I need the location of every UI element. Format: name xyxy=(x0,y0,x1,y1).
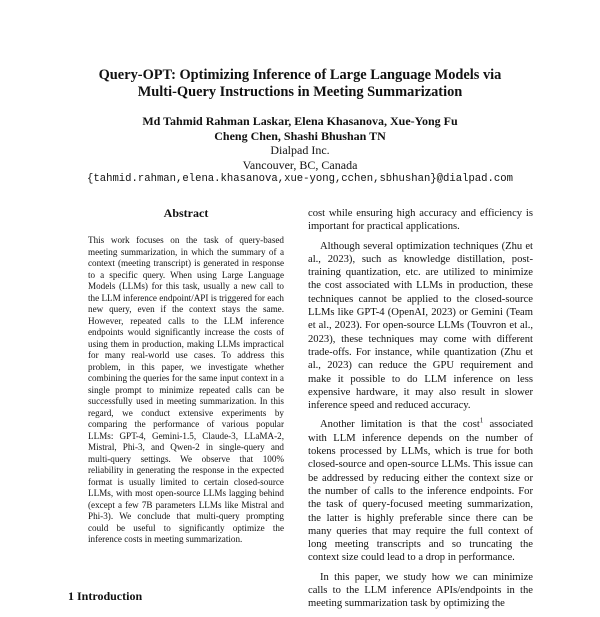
paragraph-cost: cost while ensuring high accuracy and efficiency is important for practical applications. xyxy=(308,208,533,233)
paragraph-optimization: Although several optimization techniques (Zhu et al., 2023), such as knowledge distillation, post-training quantization, etc. are utilized to minimize the cost associated with LLMs in production, these techniques cannot be applied to the closed-source LLMs like GPT-4 (OpenAI, 2023) or Gemini (Team et al., 2023). For open-source LLMs (Touvron et al., 2023), these techniques may come with different trade-offs. For instance, while quantization (Zhu et al., 2023) can reduce the GPU requirement and make it possible to do LLM inference on less expensive hardware, it may also result in slower inference speed and reduced accuracy. xyxy=(308,240,533,412)
introduction-heading: 1 Introduction xyxy=(68,589,143,603)
author-emails: {tahmid.rahman,elena.khasanova,xue-yong,cchen,sbhushan}@dialpad.com xyxy=(87,173,513,186)
limitation-text-start: Another limitation is that the cost xyxy=(320,419,480,431)
right-column xyxy=(308,207,533,617)
paragraph-limitation xyxy=(308,418,533,564)
paper-title xyxy=(70,67,530,101)
abstract-heading: Abstract xyxy=(163,206,209,220)
authors-line-1: Md Tahmid Rahman Laskar, Elena Khasanova, Xue-Yong Fu xyxy=(142,114,458,128)
title-line-2: Multi-Query Instructions in Meeting Summarization xyxy=(137,84,463,100)
abstract-text: This work focuses on the task of query-based meeting summarization, in which the summary of a context (meeting transcript) is generated in response to a specific query. When using Large Language Models (LLMs) for this task, usually a new call to the LLM inference endpoint/API is triggered for each new query, even if the context stays the same. However, repeated calls to the LLM inference endpoints would significantly increase the costs of using them in production, making LLMs impractical for many real-world use cases. To address this problem, in this paper, we investigate whether combining the queries for the same input context in a single prompt to minimize repeated calls can be successfully used in meeting summarization. In this regard, we conduct extensive experiments by comparing the performance of various popular LLMs: GPT-4, Gemini-1.5, Claude-3, LLaMA-2, Mistral, Phi-3, and Qwen-2 in single-query and multi-query settings. We observe that 100% reliability in generating the response in the expected format is usually limited to certain closed-source LLMs, with most open-source LLMs lagging behind (except a few 7B parameters LLMs like Mistral and Phi-3). We conclude that multi-query prompting could be useful to significantly optimize the inference costs in meeting summarization. xyxy=(88,235,284,544)
location: Vancouver, BC, Canada xyxy=(242,157,358,172)
author-block xyxy=(60,114,540,187)
affiliation: Dialpad Inc. xyxy=(270,143,330,158)
authors-line-2: Cheng Chen, Shashi Bhushan TN xyxy=(214,128,386,143)
footnote-marker: 1 xyxy=(479,416,484,425)
title-line-1: Query-OPT: Optimizing Inference of Large Language Models via xyxy=(98,67,502,83)
limitation-text-end: associated with LLM inference depends on the number of tokens processed by LLMs, which is true for both closed-source and open-source LLMs. This issue can be addressed by reducing either the context size or the number of calls to the inference endpoints. For the task of query-focused meeting summarization, the latter is highly preferable since there can be many queries that may require the full context of long meeting transcripts and so truncating the context size could lead to a drop in performance. xyxy=(308,419,533,564)
paragraph-this-paper: In this paper, we study how we can minimize calls to the LLM inference APIs/endpoints in the meeting summarization task by optimizing the xyxy=(308,571,533,610)
